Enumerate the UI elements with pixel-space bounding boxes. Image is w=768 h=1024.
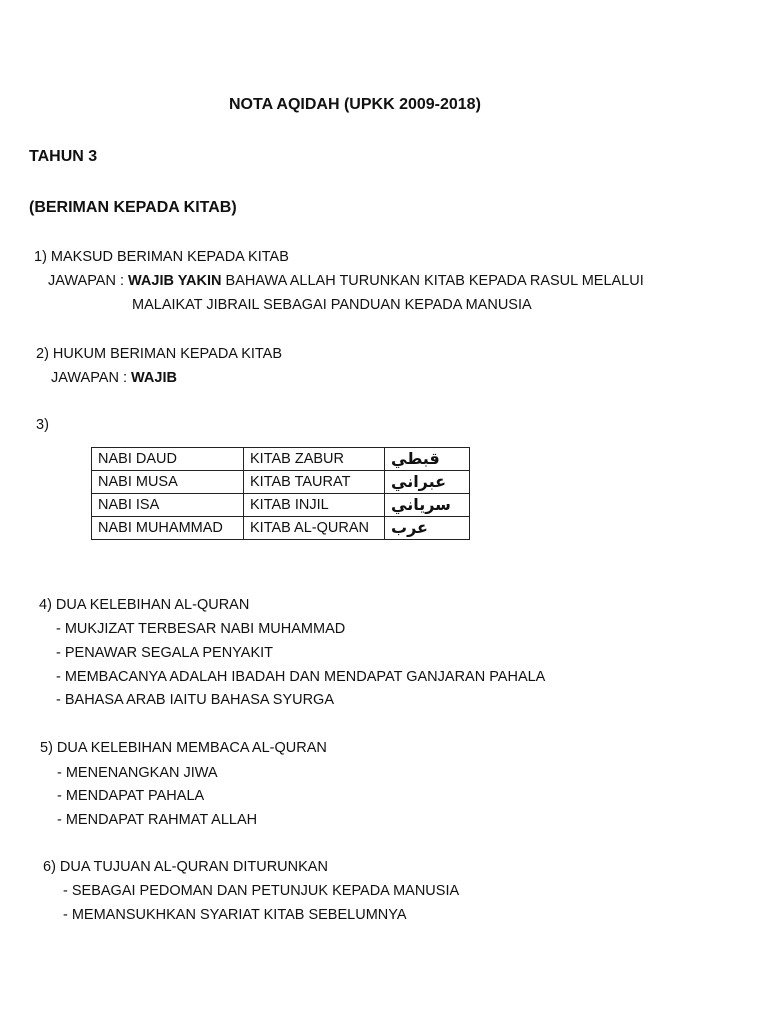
- q1-answer-bold: WAJIB YAKIN: [128, 273, 222, 289]
- q6-question: 6) DUA TUJUAN AL-QURAN DITURUNKAN: [43, 859, 328, 875]
- q4-question: 4) DUA KELEBIHAN AL-QURAN: [39, 597, 250, 613]
- list-item: - MENDAPAT RAHMAT ALLAH: [57, 812, 258, 828]
- list-item: - MENDAPAT PAHALA: [57, 788, 205, 804]
- q1-answer-prefix: JAWAPAN :: [48, 273, 124, 289]
- page-title: NOTA AQIDAH (UPKK 2009-2018): [229, 96, 481, 113]
- table-cell-kitab: KITAB INJIL: [244, 494, 385, 517]
- q2-answer-bold: WAJIB: [131, 370, 177, 386]
- table-cell-bahasa: عرب: [385, 517, 470, 540]
- table-cell-kitab: KITAB ZABUR: [244, 448, 385, 471]
- list-item: - BAHASA ARAB IAITU BAHASA SYURGA: [56, 692, 335, 708]
- year-heading: TAHUN 3: [29, 148, 98, 165]
- q1-answer: [48, 272, 644, 290]
- table-row: [92, 471, 470, 494]
- q1-question: 1) MAKSUD BERIMAN KEPADA KITAB: [34, 249, 289, 265]
- list-item: - PENAWAR SEGALA PENYAKIT: [56, 645, 274, 661]
- table-cell-kitab: KITAB AL-QURAN: [244, 517, 385, 540]
- q1-answer-line2: MALAIKAT JIBRAIL SEBAGAI PANDUAN KEPADA MANUSIA: [132, 297, 532, 313]
- table-cell-nabi: NABI DAUD: [92, 448, 244, 471]
- table-row: [92, 494, 470, 517]
- nabi-kitab-table: [91, 447, 470, 540]
- q2-answer: [51, 369, 177, 387]
- q3-number: 3): [36, 417, 49, 433]
- q2-answer-prefix: JAWAPAN :: [51, 370, 127, 386]
- table-cell-bahasa: سرياني: [385, 494, 470, 517]
- table-row: [92, 448, 470, 471]
- table-cell-kitab: KITAB TAURAT: [244, 471, 385, 494]
- list-item: - SEBAGAI PEDOMAN DAN PETUNJUK KEPADA MANUSIA: [63, 883, 460, 899]
- table-row: [92, 517, 470, 540]
- table-cell-nabi: NABI MUSA: [92, 471, 244, 494]
- table-cell-bahasa: عبراني: [385, 471, 470, 494]
- list-item: - MENENANGKAN JIWA: [57, 765, 218, 781]
- q2-question: 2) HUKUM BERIMAN KEPADA KITAB: [36, 346, 283, 362]
- table-cell-nabi: NABI ISA: [92, 494, 244, 517]
- topic-heading: (BERIMAN KEPADA KITAB): [29, 199, 237, 216]
- q5-question: 5) DUA KELEBIHAN MEMBACA AL-QURAN: [40, 740, 327, 756]
- table-cell-nabi: NABI MUHAMMAD: [92, 517, 244, 540]
- q1-answer-rest: BAHAWA ALLAH TURUNKAN KITAB KEPADA RASUL MELALUI: [225, 273, 644, 289]
- list-item: - MEMBACANYA ADALAH IBADAH DAN MENDAPAT GANJARAN PAHALA: [56, 669, 546, 685]
- list-item: - MEMANSUKHKAN SYARIAT KITAB SEBELUMNYA: [63, 907, 407, 923]
- table-cell-bahasa: قبطي: [385, 448, 470, 471]
- list-item: - MUKJIZAT TERBESAR NABI MUHAMMAD: [56, 621, 346, 637]
